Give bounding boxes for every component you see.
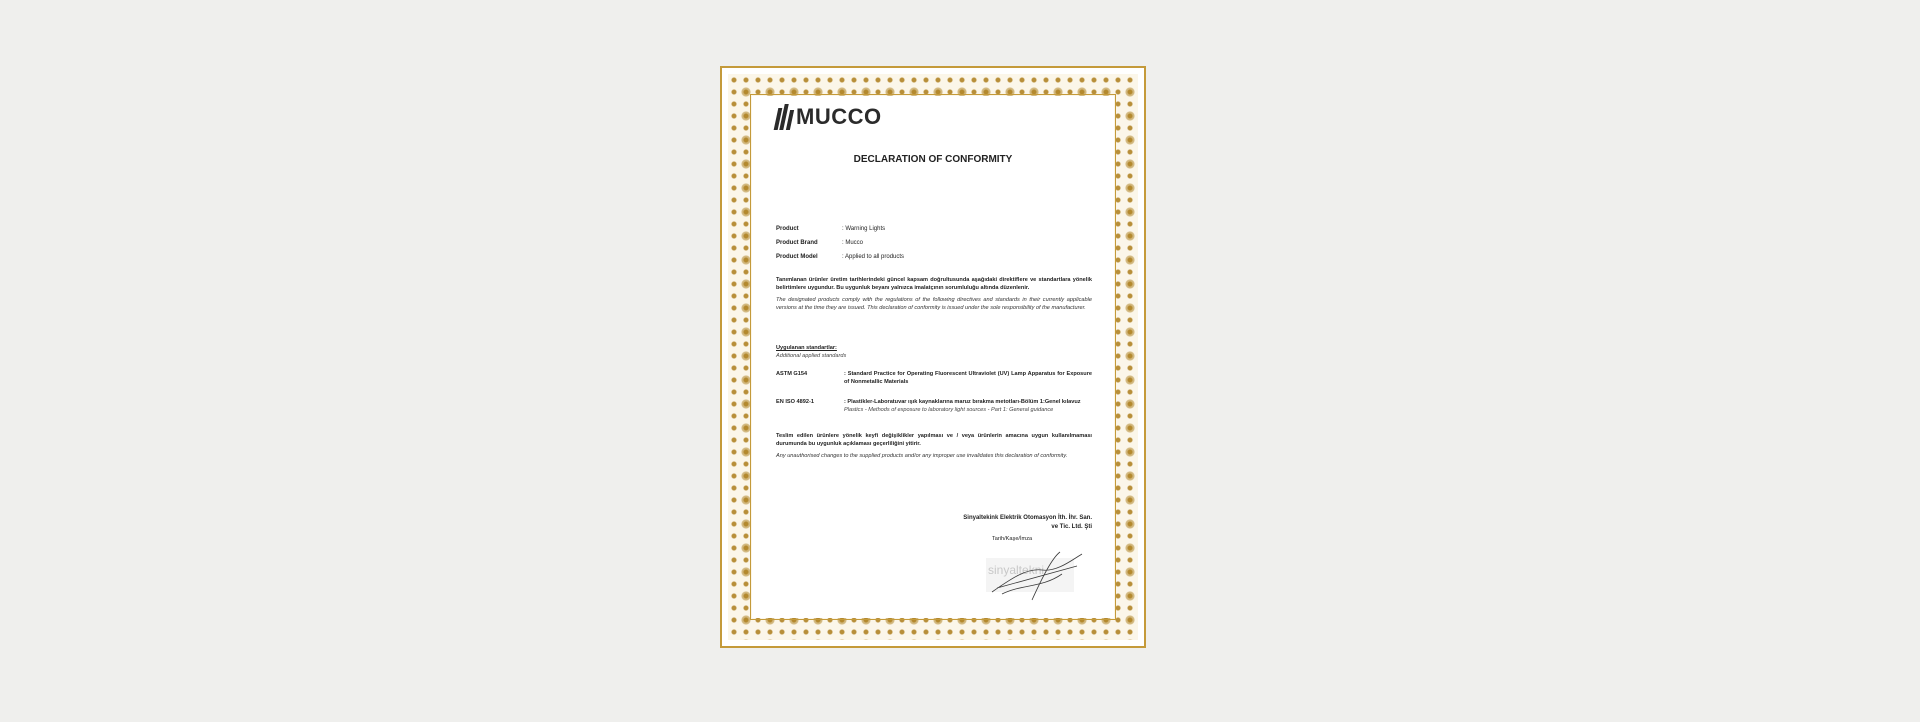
field-label: Product <box>776 226 799 232</box>
standards-heading-en: Additional applied standards <box>776 353 847 359</box>
field-label: Product Model <box>776 254 818 260</box>
company-name <box>963 514 1092 532</box>
standard-row-astm <box>776 370 1092 386</box>
certificate-frame <box>720 66 1146 648</box>
standard-description-text: : Plastikler-Laboratuvar ışık kaynaklarına maruz bırakma metotları-Bölüm 1:Genel kılavuz <box>844 399 1081 405</box>
conformity-paragraph-en: The designated products comply with the regulations of the following directives and standards in their currently applicable versions at the time they are issued. This declaration of conformity is issued under the sole responsibility of the manufacturer. <box>776 297 1092 311</box>
field-row-model <box>776 250 962 264</box>
standard-description <box>844 398 1092 414</box>
document-page <box>752 96 1114 618</box>
field-value: : Warning Lights <box>842 226 886 232</box>
stamp-label: Tarih/Kaşe/İmza <box>992 536 1033 542</box>
standard-code: ASTM G154 <box>776 371 808 377</box>
standards-heading-tr: Uygulanan standartlar: <box>776 345 837 351</box>
mucco-logo <box>776 104 882 130</box>
field-row-brand <box>776 236 962 250</box>
field-value: : Mucco <box>842 240 864 246</box>
disclaimer-en: Any unauthorised changes to the supplied products and/or any improper use invalidates this declaration of conformity. <box>776 453 1068 459</box>
stamp-text: sinyaltekni <box>988 563 1045 577</box>
document-title: DECLARATION OF CONFORMITY <box>853 154 1013 165</box>
standard-description <box>844 370 1092 386</box>
disclaimer-tr: Teslim edilen ürünlere yönelik keyfi değişiklikler yapılması ve / veya ürünlerin amacına uygun kullanılmaması durumunda bu uygunluk açıklaması geçerliliğini yitirir. <box>776 433 1092 447</box>
standard-description-text: : Standard Practice for Operating Fluorescent Ultraviolet (UV) Lamp Apparatus for Exposure of Nonmetallic Materials <box>844 371 1092 385</box>
standard-code: EN ISO 4892-1 <box>776 399 814 405</box>
company-line-2: ve Tic. Ltd. Şti <box>1051 524 1092 530</box>
field-value: : Applied to all products <box>842 254 905 260</box>
standard-row-iso <box>776 398 1092 414</box>
conformity-paragraph-tr: Tanımlanan ürünler üretim tarihlerindeki güncel kapsam doğrultusunda aşağıdaki direktiflere ve standartlara yönelik belirtimlere uygundur. Bu uygunluk beyanı yalnızca imalatçının sorumluluğu altında düzenlenir. <box>776 277 1092 291</box>
product-fields <box>776 222 962 264</box>
standard-description-translation: Plastics - Methods of exposure to laboratory light sources - Part 1: General guidance <box>844 407 1054 413</box>
logo-text: MUCCO <box>796 104 882 129</box>
field-label: Product Brand <box>776 240 818 246</box>
logo-mark-icon <box>776 104 792 130</box>
signature-stamp <box>982 548 1092 608</box>
standards-heading <box>776 344 846 360</box>
company-line-1: Sinyaltekink Elektrik Otomasyon İth. İhr. San. <box>963 515 1092 521</box>
field-row-product <box>776 222 962 236</box>
